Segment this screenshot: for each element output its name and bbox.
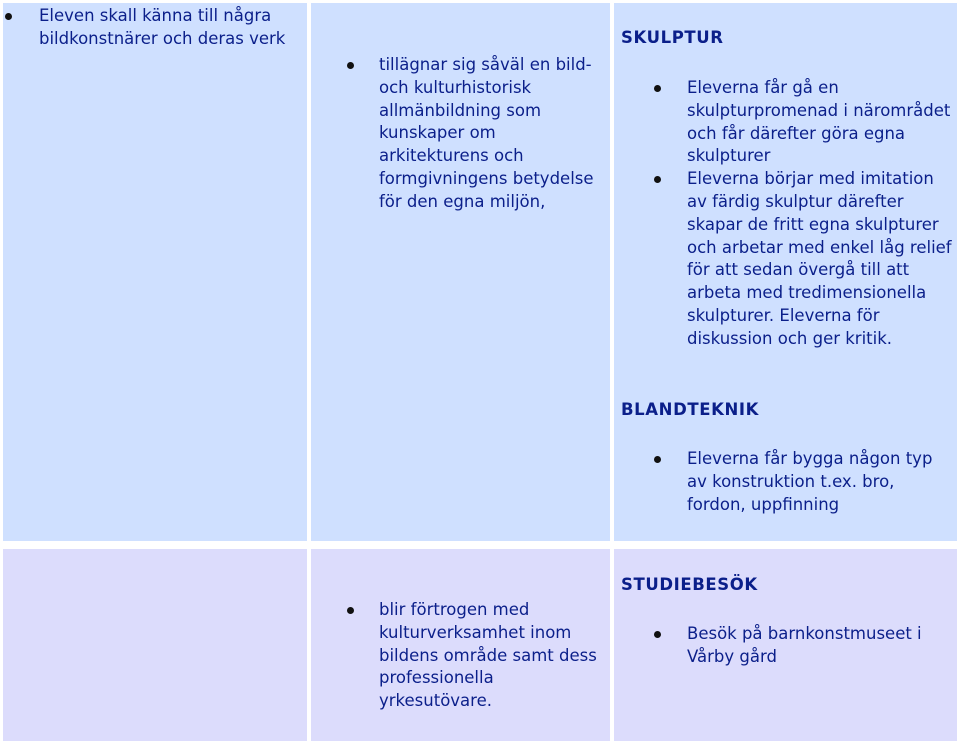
blandteknik-list (687, 448, 942, 516)
list-item: Besök på barnkonstmuseet i Vårby gård (687, 623, 952, 669)
studiebesok-cell (614, 549, 957, 741)
bullet-icon (347, 607, 354, 614)
section-heading-skulptur: SKULPTUR (621, 28, 724, 47)
goal-list (379, 54, 607, 214)
bullet-icon (347, 62, 354, 69)
bullet-icon (654, 176, 661, 183)
goal-cell-professionals (311, 549, 610, 741)
goal-cell-artists (3, 3, 307, 541)
list-item: blir förtrogen med kulturverksamhet inom bildens område samt dess professionella yrkesutövare. (379, 599, 607, 713)
goal-cell-cultural-history (311, 3, 610, 541)
skulptur-list (687, 77, 955, 351)
list-item: Eleven skall känna till några bildkonstnärer och deras verk (39, 5, 294, 51)
goal-list (39, 5, 294, 51)
studiebesok-list (687, 623, 952, 669)
section-heading-studiebesok: STUDIEBESÖK (621, 575, 758, 594)
list-item: Eleverna får gå en skulpturpromenad i närområdet och får därefter göra egna skulpturer (687, 77, 955, 168)
goal-list (379, 599, 607, 713)
activities-cell (614, 3, 957, 541)
list-item: tillägnar sig såväl en bild- och kulturhistorisk allmänbildning som kunskaper om arkitekturens och formgivningens betydelse för den egna miljön, (379, 54, 607, 214)
bullet-icon (5, 13, 12, 20)
empty-cell (3, 549, 307, 741)
section-heading-blandteknik: BLANDTEKNIK (621, 400, 760, 419)
list-item: Eleverna får bygga någon typ av konstruktion t.ex. bro, fordon, uppfinning (687, 448, 942, 516)
list-item: Eleverna börjar med imitation av färdig skulptur därefter skapar de fritt egna skulpturer och arbetar med enkel låg relief för att sedan övergå till att arbeta med tredimensionella skulpturer. Eleverna för diskussion och ger kritik. (687, 168, 955, 350)
bullet-icon (654, 631, 661, 638)
bullet-icon (654, 85, 661, 92)
bullet-icon (654, 456, 661, 463)
